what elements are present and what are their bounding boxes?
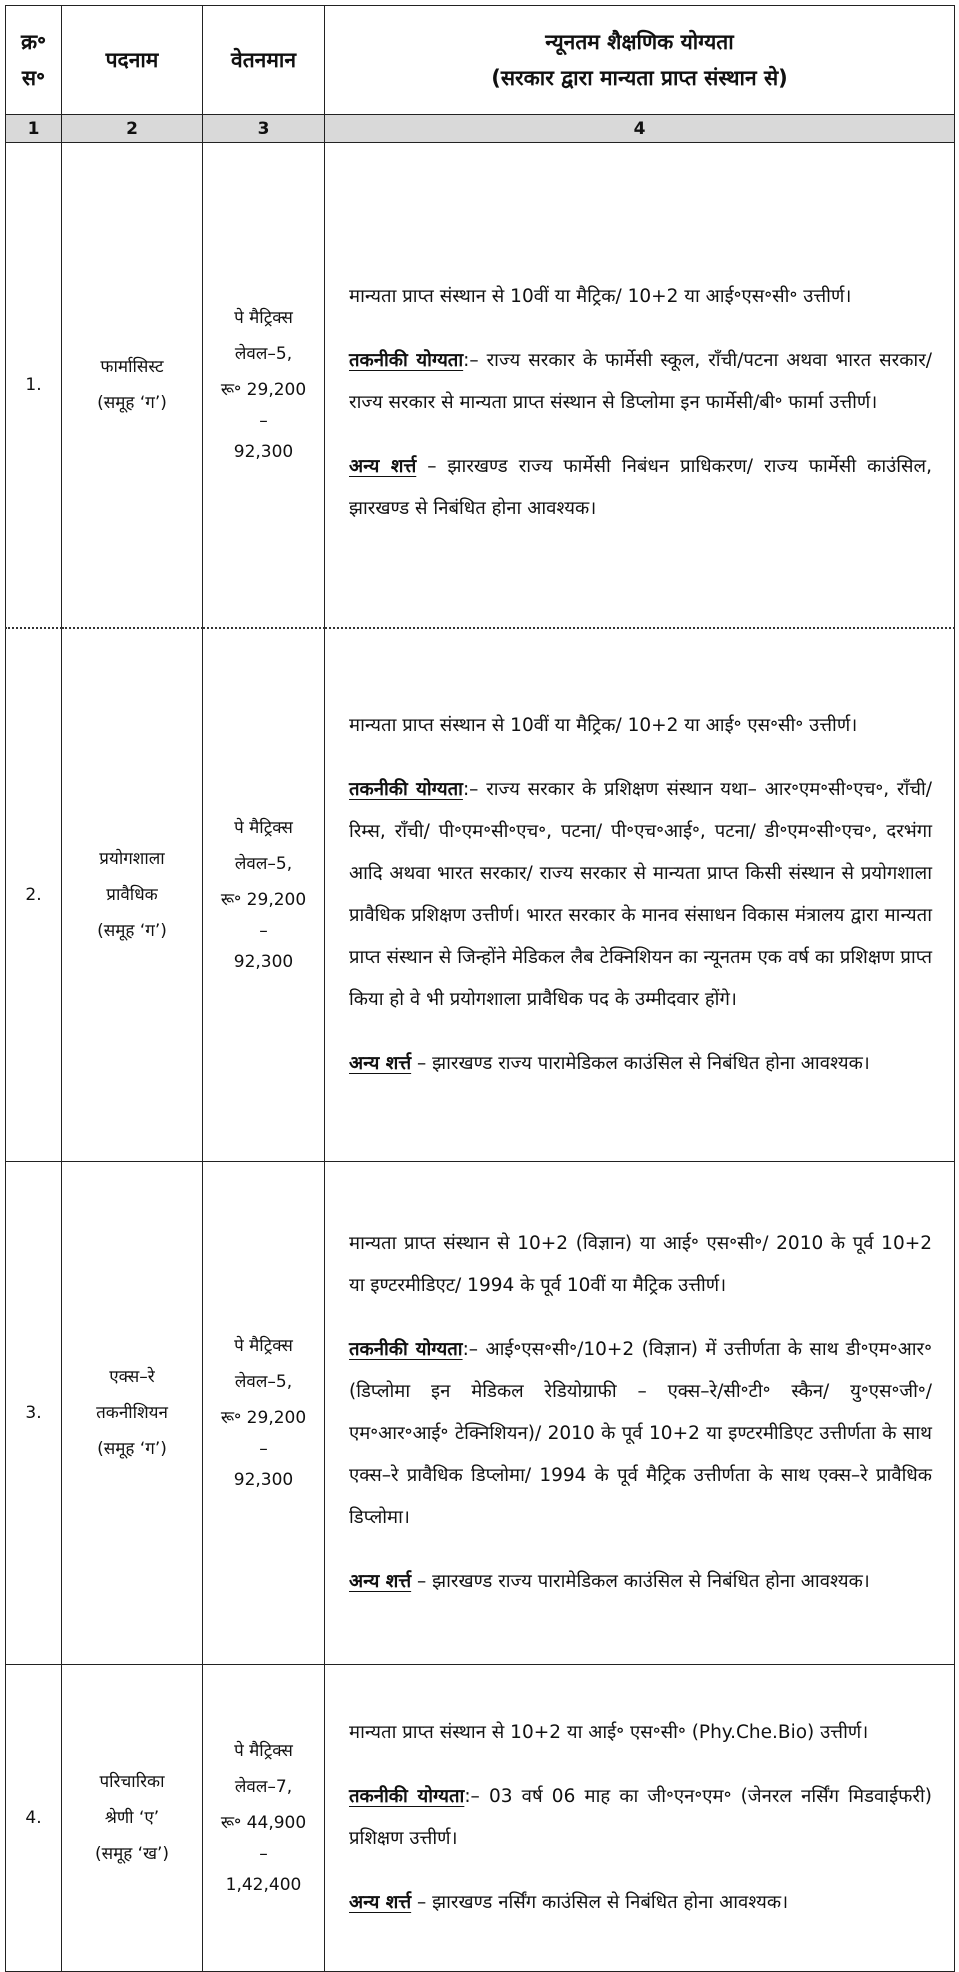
qualification-cell: [325, 1162, 955, 1665]
post-name: [62, 143, 203, 629]
technical-label: तकनीकी योग्यता: [349, 350, 464, 371]
pay-line: पे मैट्रिक्स: [234, 1336, 293, 1356]
pay-line: 1,42,400: [225, 1875, 302, 1895]
other-text: – झारखण्ड राज्य फार्मेसी निबंधन प्राधिकरण/ राज्य फार्मेसी काउंसिल, झारखण्ड से निबंधित होना आवश्यक।: [349, 456, 932, 519]
table-row: [6, 143, 955, 629]
technical-qualification: [349, 340, 932, 424]
basic-qualification: मान्यता प्राप्त संस्थान से 10+2 या आई॰ एस॰सी॰ (Phy.Che.Bio) उत्तीर्ण।: [349, 1722, 869, 1743]
qualification-table: [5, 5, 955, 1972]
pay-line: 92,300: [233, 952, 294, 972]
basic-qualification: मान्यता प्राप्त संस्थान से 10+2 (विज्ञान) या आई॰ एस॰सी॰/ 2010 के पूर्व 10+2 या इण्टरमीडिएट/ 1994 के पूर्व 10वीं या मैट्रिक उत्तीर्ण।: [349, 1233, 932, 1296]
post-group: (समूह ‘ग’): [97, 921, 167, 941]
basic-qualification: मान्यता प्राप्त संस्थान से 10वीं या मैट्रिक/ 10+2 या आई॰ एस॰सी॰ उत्तीर्ण।: [349, 715, 858, 736]
other-text: – झारखण्ड राज्य पारामेडिकल काउंसिल से निबंधित होना आवश्यक।: [411, 1571, 870, 1592]
column-number: 3: [203, 115, 325, 143]
other-label: अन्य शर्त्त: [349, 1892, 412, 1913]
technical-qualification: [349, 769, 932, 1021]
post-name: [62, 1162, 203, 1665]
technical-text: :– 03 वर्ष 06 माह का जी॰एन॰एम॰ (जेनरल नर्सिंग मिडवाईफरी) प्रशिक्षण उत्तीर्ण।: [349, 1786, 932, 1849]
pay-line: रू॰ 29,200: [220, 380, 307, 400]
row-sn: 4.: [6, 1665, 62, 1972]
post-name-line: एक्स–रे: [109, 1367, 155, 1387]
pay-line: रू॰ 44,900: [220, 1813, 307, 1833]
column-number-row: [6, 115, 955, 143]
other-text: – झारखण्ड राज्य पारामेडिकल काउंसिल से निबंधित होना आवश्यक।: [411, 1053, 870, 1074]
table-row: [6, 1665, 955, 1972]
pay-line: पे मैट्रिक्स: [234, 308, 293, 328]
row-sn: 3.: [6, 1162, 62, 1665]
pay-dash: –: [259, 411, 268, 431]
column-number: 1: [6, 115, 62, 143]
technical-qualification: [349, 1329, 932, 1539]
other-condition: [349, 1882, 932, 1924]
post-group: (समूह ‘ख’): [94, 1844, 170, 1864]
technical-text: :– आई॰एस॰सी॰/10+2 (विज्ञान) में उत्तीर्णता के साथ डी॰एम॰आर॰ (डिप्लोमा इन मेडिकल रेडियोग्राफी – एक्स–रे/सी॰टी॰ स्कैन/ यु॰एस॰जी॰/ एम॰आर॰आई॰ टेक्निशियन)/ 2010 के पूर्व 10+2 या इण्टरमीडिएट उत्तीर्णता के साथ एक्स–रे प्रावैधिक डिप्लोमा/ 1994 के पूर्व मैट्रिक उत्तीर्णता के साथ एक्स–रे प्रावैधिक डिप्लोमा।: [349, 1339, 932, 1528]
qualification-cell: [325, 143, 955, 629]
header-qualification: [325, 6, 955, 115]
other-condition: [349, 1043, 932, 1085]
qualification-cell: [325, 628, 955, 1162]
header-row: [6, 6, 955, 115]
pay-scale: [203, 1665, 325, 1972]
post-name-line: फार्मासिस्ट: [100, 357, 164, 377]
post-name-line: परिचारिका: [99, 1772, 165, 1792]
row-sn: 1.: [6, 143, 62, 629]
table-row: [6, 628, 955, 1162]
post-name-line: प्रयोगशाला: [99, 849, 165, 869]
column-number: 4: [325, 115, 955, 143]
pay-line: लेवल–5,: [234, 854, 293, 874]
other-condition: [349, 1561, 932, 1603]
pay-line: पे मैट्रिक्स: [234, 818, 293, 838]
pay-line: 92,300: [233, 1470, 294, 1490]
pay-dash: –: [259, 1439, 268, 1459]
basic-qualification: मान्यता प्राप्त संस्थान से 10वीं या मैट्रिक/ 10+2 या आई॰एस॰सी॰ उत्तीर्ण।: [349, 286, 852, 307]
pay-line: लेवल–5,: [234, 344, 293, 364]
header-pay: वेतनमान: [203, 6, 325, 115]
pay-line: रू॰ 29,200: [220, 1408, 307, 1428]
post-name-line: तकनीशियन: [96, 1403, 168, 1423]
technical-label: तकनीकी योग्यता: [349, 1339, 463, 1360]
header-qualification-line2: (सरकार द्वारा मान्यता प्राप्त संस्थान से): [491, 66, 788, 90]
technical-qualification: [349, 1776, 932, 1860]
other-text: – झारखण्ड नर्सिंग काउंसिल से निबंधित होना आवश्यक।: [411, 1892, 789, 1913]
pay-line: 92,300: [233, 442, 294, 462]
other-label: अन्य शर्त्त: [349, 1571, 412, 1592]
column-number: 2: [62, 115, 203, 143]
other-label: अन्य शर्त्त: [349, 456, 417, 477]
pay-line: लेवल–5,: [234, 1372, 293, 1392]
post-name-line: प्रावैधिक: [106, 885, 158, 905]
technical-label: तकनीकी योग्यता: [349, 779, 463, 800]
post-name-line: श्रेणी ‘ए’: [104, 1808, 160, 1828]
post-group: (समूह ‘ग’): [97, 393, 167, 413]
header-qualification-line1: न्यूनतम शैक्षणिक योग्यता: [545, 30, 734, 54]
document-page: [5, 5, 954, 1941]
pay-dash: –: [259, 921, 268, 941]
pay-line: लेवल–7,: [234, 1777, 293, 1797]
pay-scale: [203, 1162, 325, 1665]
post-group: (समूह ‘ग’): [97, 1439, 167, 1459]
header-post: पदनाम: [62, 6, 203, 115]
pay-line: रू॰ 29,200: [220, 890, 307, 910]
technical-text: :– राज्य सरकार के फार्मेसी स्कूल, राँची/पटना अथवा भारत सरकार/ राज्य सरकार से मान्यता प्राप्त संस्थान से डिप्लोमा इन फार्मेसी/बी॰ फार्मा उत्तीर्ण।: [349, 350, 932, 413]
post-name: [62, 628, 203, 1162]
other-condition: [349, 446, 932, 530]
pay-scale: [203, 143, 325, 629]
table-row: [6, 1162, 955, 1665]
technical-label: तकनीकी योग्यता: [349, 1786, 465, 1807]
pay-scale: [203, 628, 325, 1162]
technical-text: :– राज्य सरकार के प्रशिक्षण संस्थान यथा– आर॰एम॰सी॰एच॰, राँची/रिम्स, राँची/ पी॰एम॰सी॰एच॰, पटना/ पी॰एच॰आई॰, पटना/ डी॰एम॰सी॰एच॰, दरभंगा आदि अथवा भारत सरकार/ राज्य सरकार से मान्यता प्राप्त किसी संस्थान से प्रयोगशाला प्रावैधिक प्रशिक्षण उत्तीर्ण। भारत सरकार के मानव संसाधन विकास मंत्रालय द्वारा मान्यता प्राप्त संस्थान से जिन्होंने मेडिकल लैब टेक्निशियन का न्यूनतम एक वर्ष का प्रशिक्षण प्राप्त किया हो वे भी प्रयोगशाला प्रावैधिक पद के उम्मीदवार होंगे।: [349, 779, 933, 1010]
qualification-cell: [325, 1665, 955, 1972]
other-label: अन्य शर्त्त: [349, 1053, 412, 1074]
post-name: [62, 1665, 203, 1972]
row-sn: 2.: [6, 628, 62, 1162]
header-sn: क्र॰ स॰: [6, 6, 62, 115]
pay-line: पे मैट्रिक्स: [234, 1741, 293, 1761]
pay-dash: –: [259, 1844, 268, 1864]
